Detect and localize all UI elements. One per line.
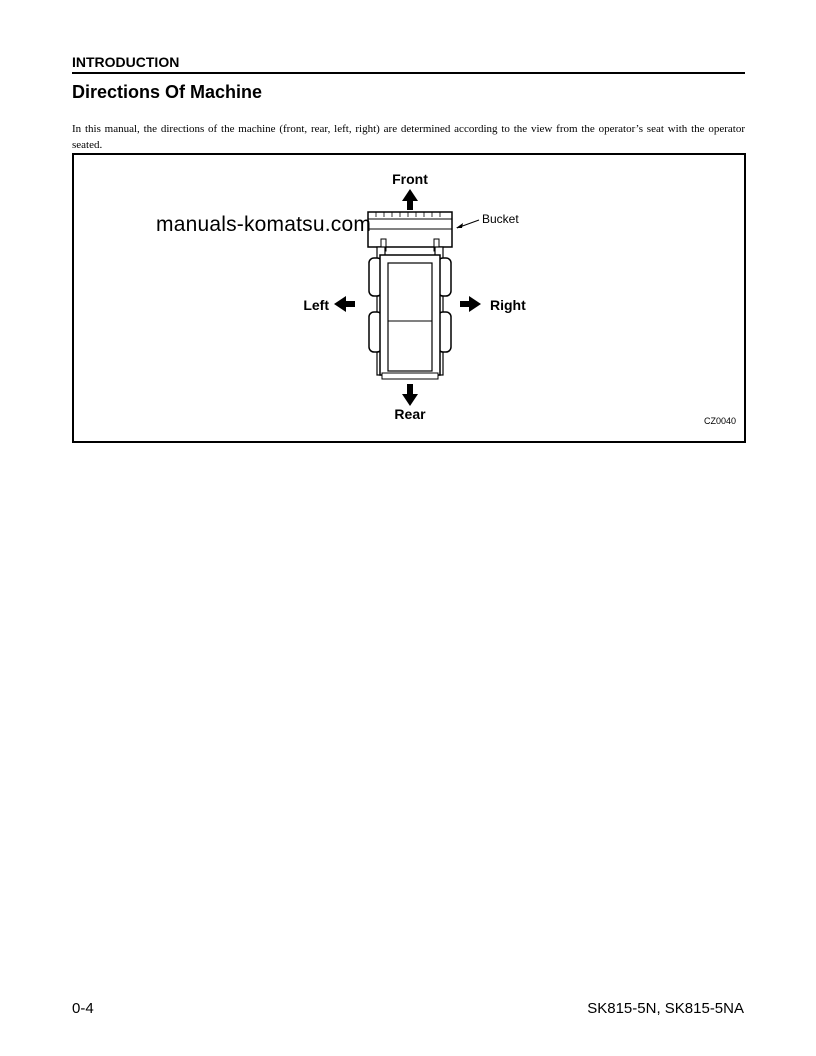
rear-label: Rear — [394, 406, 426, 422]
page-number: 0-4 — [72, 1000, 94, 1017]
front-label: Front — [392, 171, 428, 187]
section-heading: INTRODUCTION — [72, 54, 745, 74]
operator-cab — [388, 263, 432, 371]
machine-direction-figure — [72, 153, 746, 443]
right-arrow-icon — [460, 296, 481, 312]
model-number: SK815-5N, SK815-5NA — [587, 1000, 744, 1017]
intro-paragraph: In this manual, the directions of the machine (front, rear, left, right) are determined according to the view from the operator’s seat with the operator seated. — [72, 123, 745, 151]
rear-arrow-icon — [402, 384, 418, 406]
right-label: Right — [490, 297, 526, 313]
left-label: Left — [303, 297, 329, 313]
page-title: Directions Of Machine — [72, 82, 263, 102]
front-arrow-icon — [402, 189, 418, 210]
bucket-label: Bucket — [482, 212, 519, 226]
left-arrow-icon — [334, 296, 355, 312]
watermark-text: manuals-komatsu.com — [156, 213, 372, 236]
figure-code: CZ0040 — [703, 416, 736, 426]
machine-diagram — [74, 155, 744, 441]
